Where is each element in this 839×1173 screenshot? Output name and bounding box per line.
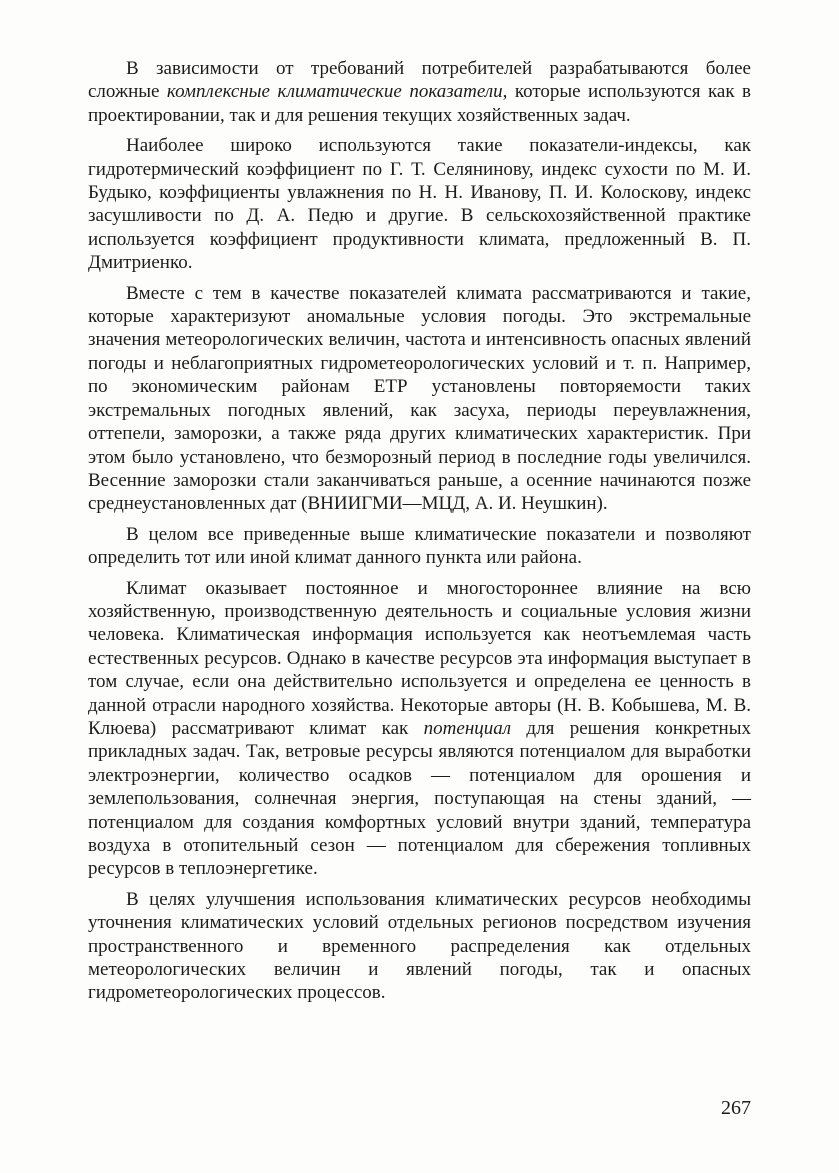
paragraph-5-text-1: Климат оказывает постоянное и многостороннее влияние на всю хозяйственную, производственную деятельность и социальные условия жизни человека. Климатическая информация используется как неотъемлемая часть естественных ресурсов. Однако в качестве ресурсов эта информация выступает в том случае, если она действительно используется и определена ее ценность в данной отрасли народного хозяйства. Некоторые авторы (Н. В. Кобышева, М. В. Клюева) рассматривают климат как: [88, 577, 751, 739]
paragraph-6: [88, 888, 751, 1005]
paragraph-3: [88, 282, 751, 516]
paragraph-1: [88, 57, 751, 127]
paragraph-5: [88, 577, 751, 881]
paragraph-2-text: Наиболее широко используются такие показатели-индексы, как гидротермический коэффициент по Г. Т. Селянинову, индекс сухости по М. И. Будыко, коэффициенты увлажнения по Н. Н. Иванову, П. И. Колоскову, индекс засушливости по Д. А. Педю и другие. В сельскохозяйственной практике используется коэффициент продуктивности климата, предложенный В. П. Дмитриенко.: [88, 135, 751, 274]
term-potential: потенциал: [423, 717, 512, 739]
paragraph-4-text: В целом все приведенные выше климатические показатели и позволяют определить тот или иной климат данного пункта или района.: [88, 523, 751, 569]
paragraph-1-text-1: В зависимости от требований потребителей разрабатываются более сложные: [88, 58, 751, 103]
paragraph-3-text: Вместе с тем в качестве показателей климата рассматриваются и такие, которые характеризуют аномальные условия погоды. Это экстремальные значения метеорологических величин, частота и интенсивность опасных явлений погоды и неблагоприятных гидрометеорологических условий и т. п. Например, по экономическим районам ЕТР установлены повторяемости таких экстремальных погодных явлений, как засуха, периоды переувлажнения, оттепели, заморозки, а также ряда других климатических характеристик. При этом было установлено, что безморозный период в последние годы увеличился. Весенние заморозки стали заканчиваться раньше, а осенние начинаются позже среднеустановленных дат (ВНИИГМИ—МЦД, А. И. Неушкин).: [88, 282, 751, 515]
paragraph-5-text-2: для решения конкретных прикладных задач. Так, ветровые ресурсы являются потенциалом для выработки электроэнергии, количество осадков — потенциалом для орошения и землепользования, солнечная энергия, поступающая на стены зданий, — потенциалом для создания комфортных условий внутри зданий, температура воздуха в отопительный сезон — потенциалом для сбережения топливных ресурсов в теплоэнергетике.: [88, 717, 751, 880]
body-text: [88, 57, 751, 1005]
paragraph-6-text: В целях улучшения использования климатических ресурсов необходимы уточнения климатических условий отдельных регионов посредством изучения пространственного и временного распределения как отдельных метеорологических величин и явлений погоды, так и опасных гидрометеорологических процессов.: [88, 888, 751, 1004]
term-complex-climate-indicators: комплексные климатические показатели: [166, 81, 503, 103]
paragraph-4: [88, 523, 751, 570]
paragraph-2: [88, 134, 751, 274]
paragraph-1-text-2: , которые используются как в проектировании, так и для решения текущих хозяйственных задач.: [88, 81, 751, 126]
page-number: 267: [721, 1097, 751, 1119]
